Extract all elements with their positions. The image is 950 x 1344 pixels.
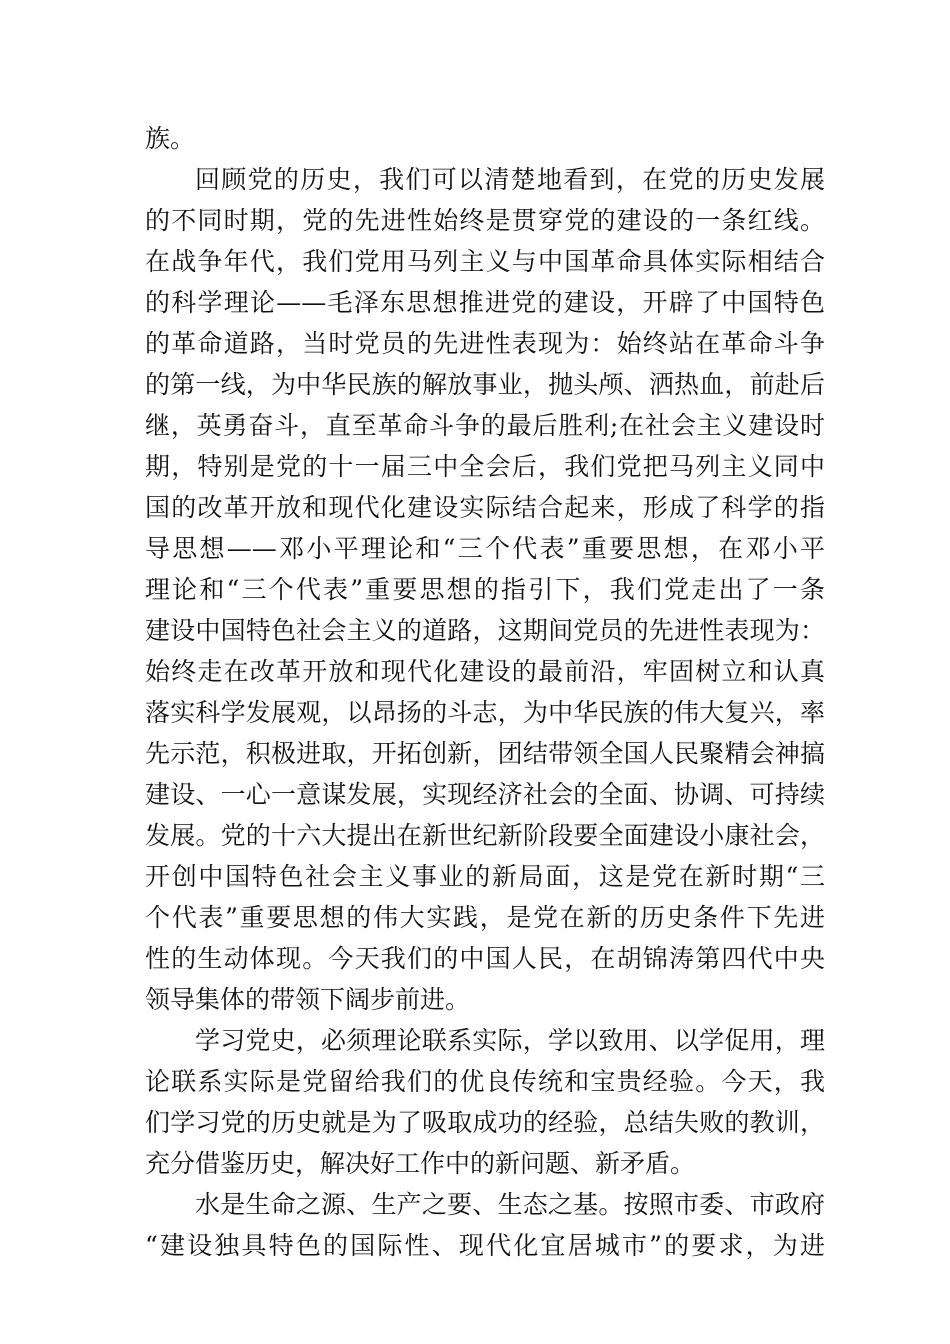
- text-line: 理论和“三个代表”重要思想的指引下，我们党走出了一条: [145, 575, 825, 604]
- text-line: 先示范，积极进取，开拓创新，团结带领全国人民聚精会神搞: [145, 739, 825, 768]
- text-line: 导思想——邓小平理论和“三个代表”重要思想，在邓小平: [145, 534, 825, 563]
- text-line: 期，特别是党的十一届三中全会后，我们党把马列主义同中: [145, 452, 825, 481]
- text-line: 族。: [145, 124, 196, 153]
- text-line: 水是生命之源、生产之要、生态之基。按照市委、市政府: [195, 1190, 825, 1219]
- text-line: “建设独具特色的国际性、现代化宜居城市”的要求，为进: [145, 1231, 825, 1260]
- text-line: 在战争年代，我们党用马列主义与中国革命具体实际相结合: [145, 247, 825, 276]
- text-line: 的革命道路，当时党员的先进性表现为：始终站在革命斗争: [145, 329, 825, 358]
- text-line: 个代表”重要思想的伟大实践，是党在新的历史条件下先进: [145, 903, 825, 932]
- text-line: 始终走在改革开放和现代化建设的最前沿，牢固树立和认真: [145, 657, 825, 686]
- text-line: 继，英勇奋斗，直至革命斗争的最后胜利;在社会主义建设时: [145, 411, 825, 440]
- text-line: 回顾党的历史，我们可以清楚地看到，在党的历史发展: [195, 165, 825, 194]
- text-line: 论联系实际是党留给我们的优良传统和宝贵经验。今天，我: [145, 1067, 825, 1096]
- text-line: 们学习党的历史就是为了吸取成功的经验，总结失败的教训，: [145, 1108, 825, 1137]
- text-line: 的科学理论——毛泽东思想推进党的建设，开辟了中国特色: [145, 288, 825, 317]
- paragraph: [145, 159, 825, 1020]
- paragraph: [145, 118, 825, 159]
- text-line: 发展。党的十六大提出在新世纪新阶段要全面建设小康社会，: [145, 821, 825, 850]
- text-line: 充分借鉴历史，解决好工作中的新问题、新矛盾。: [145, 1149, 696, 1178]
- text-line: 开创中国特色社会主义事业的新局面，这是党在新时期“三: [145, 862, 825, 891]
- text-line: 学习党史，必须理论联系实际，学以致用、以学促用，理: [195, 1026, 825, 1055]
- document-body: [145, 118, 825, 1266]
- paragraph: [145, 1184, 825, 1266]
- text-line: 落实科学发展观，以昂扬的斗志，为中华民族的伟大复兴，率: [145, 698, 825, 727]
- text-line: 的第一线，为中华民族的解放事业，抛头颅、洒热血，前赴后: [145, 370, 825, 399]
- text-line: 性的生动体现。今天我们的中国人民，在胡锦涛第四代中央: [145, 944, 825, 973]
- text-line: 国的改革开放和现代化建设实际结合起来，形成了科学的指: [145, 493, 825, 522]
- text-line: 的不同时期，党的先进性始终是贯穿党的建设的一条红线。: [145, 206, 825, 235]
- text-line: 领导集体的带领下阔步前进。: [145, 985, 471, 1014]
- text-line: 建设、一心一意谋发展，实现经济社会的全面、协调、可持续: [145, 780, 825, 809]
- text-line: 建设中国特色社会主义的道路，这期间党员的先进性表现为：: [145, 616, 825, 645]
- paragraph: [145, 1020, 825, 1184]
